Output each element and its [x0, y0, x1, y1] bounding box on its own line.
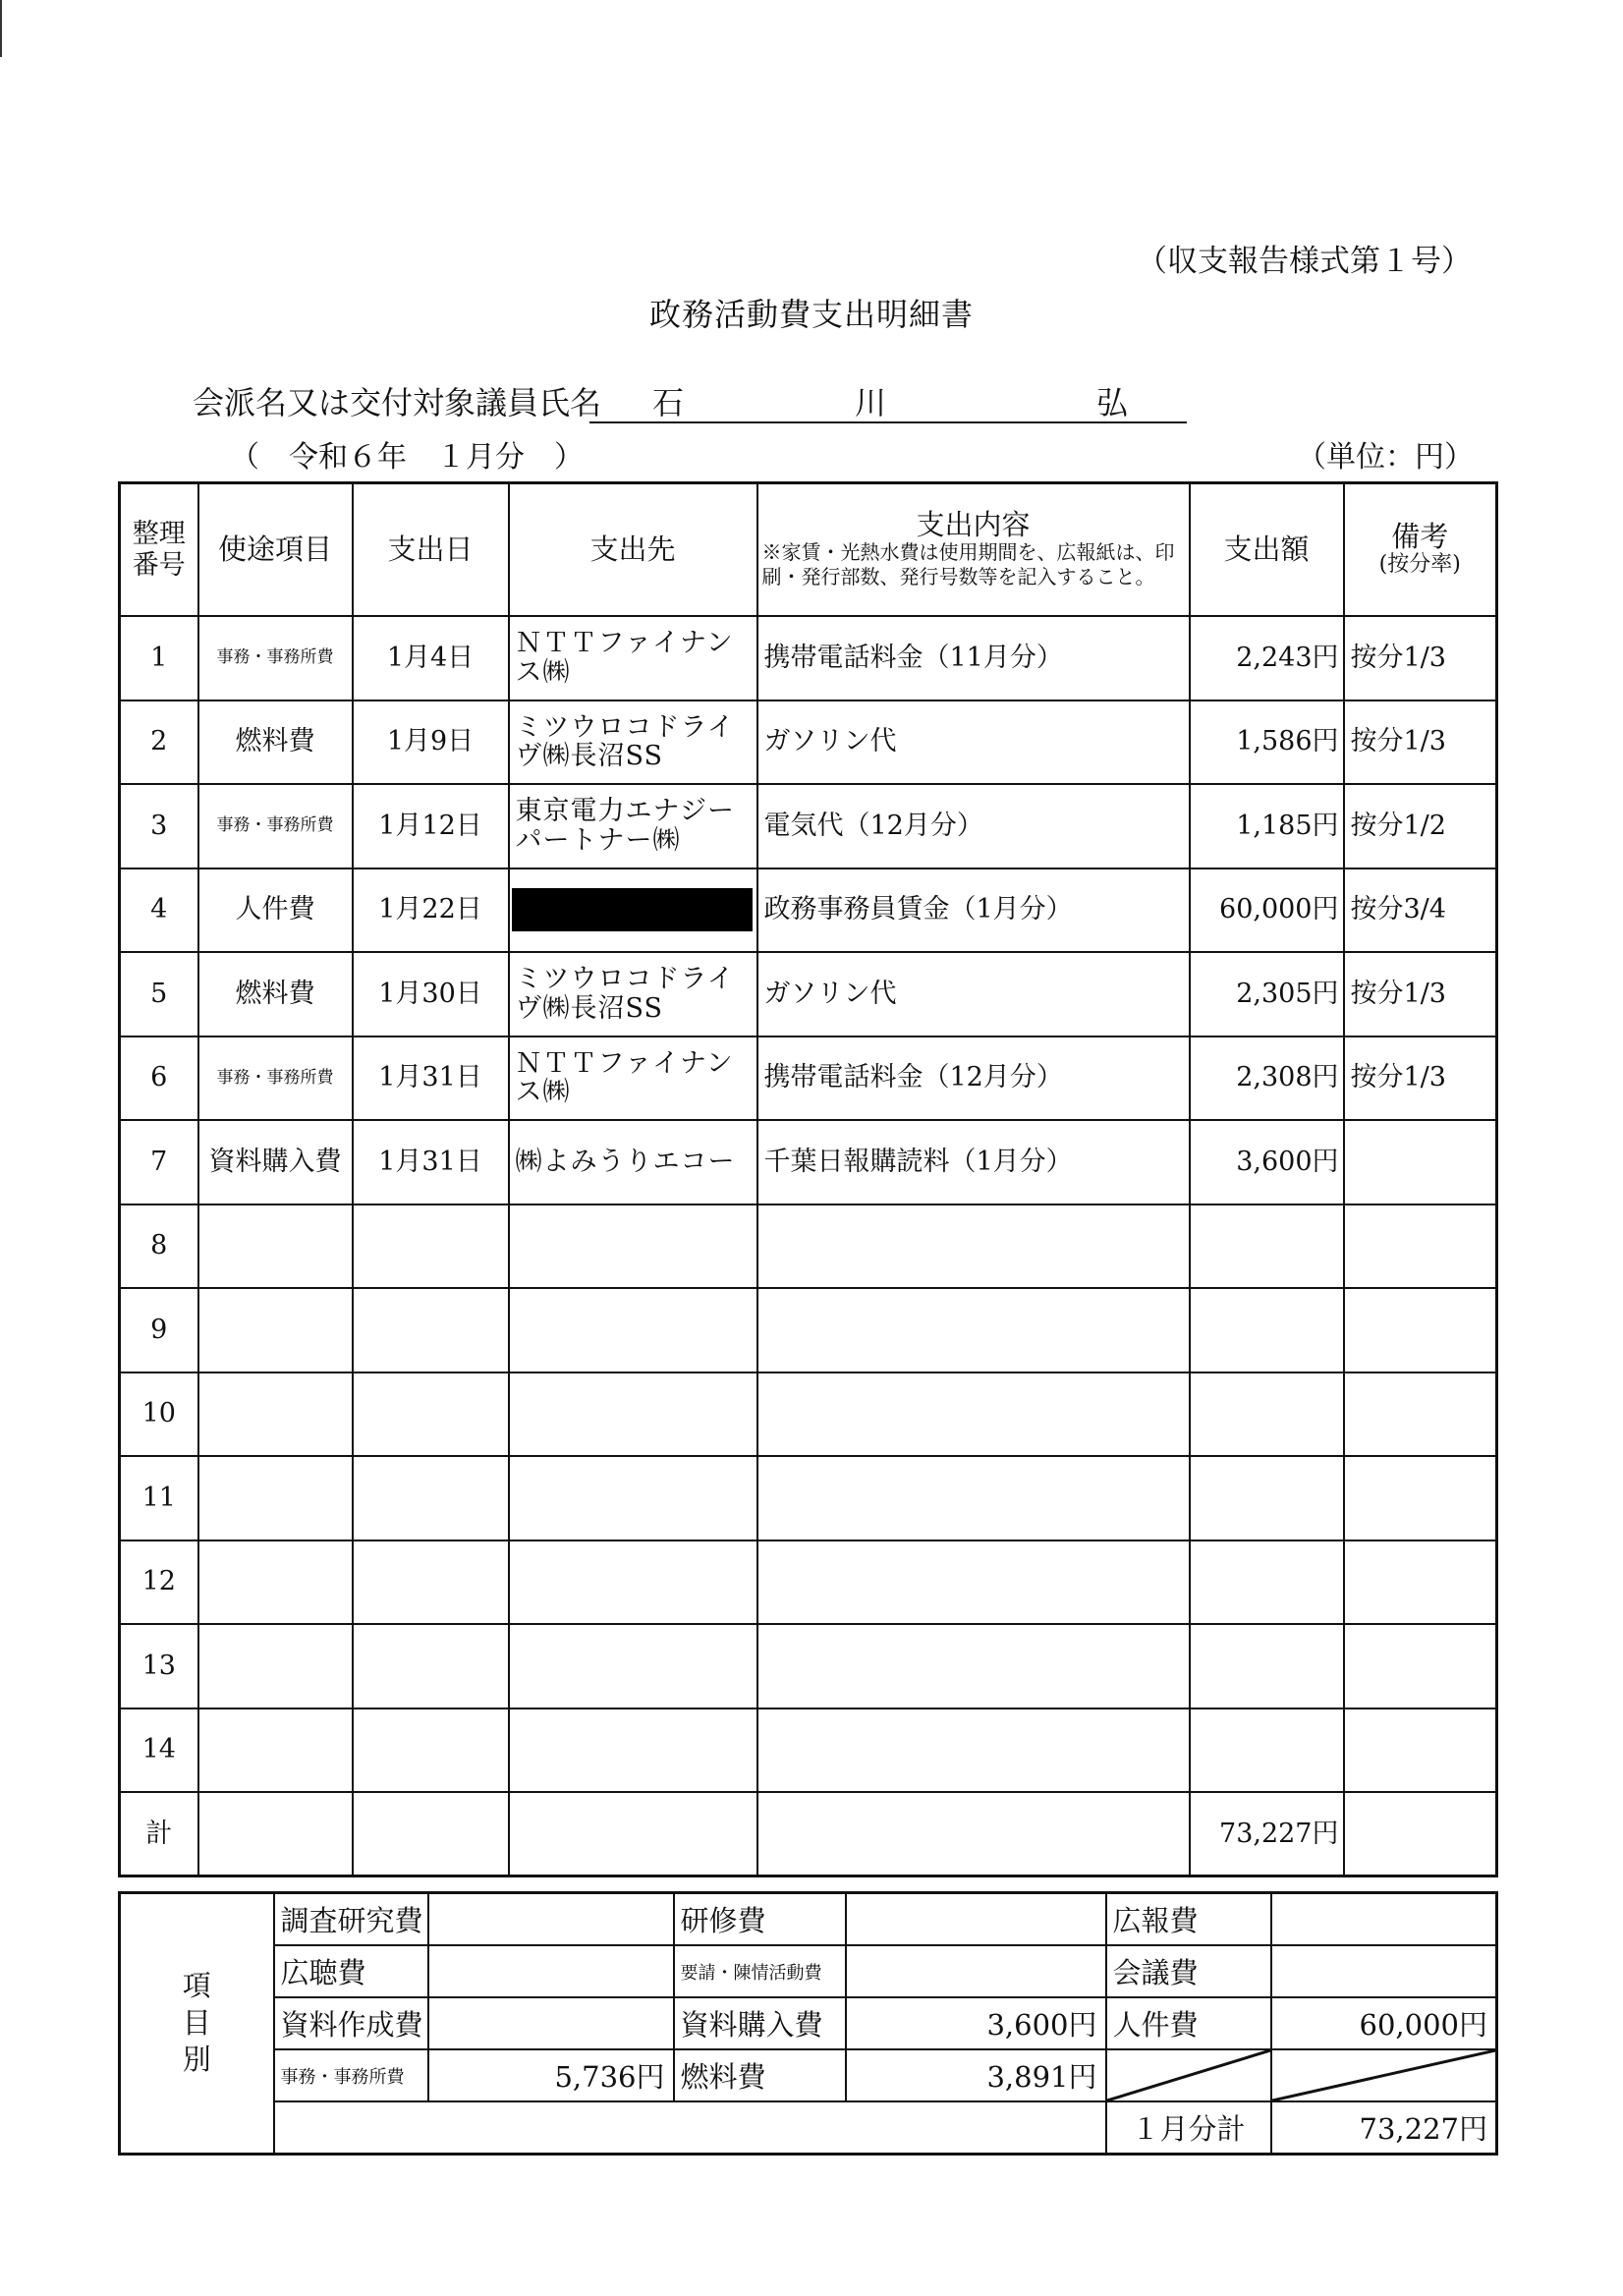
row-amount	[1190, 1372, 1344, 1457]
table-row	[120, 1540, 1497, 1625]
row-amount: 1,185円	[1190, 784, 1344, 868]
row-date: 1月9日	[353, 700, 509, 785]
table-row	[120, 1120, 1497, 1204]
row-no: 11	[120, 1456, 198, 1540]
scan-edge-mark	[0, 0, 2, 57]
row-payee: ＮＴＴファイナンス㈱	[509, 616, 757, 700]
header-remarks	[1344, 483, 1497, 617]
summary-blank-diagonal	[1271, 2049, 1497, 2101]
row-remarks: 按分3/4	[1344, 868, 1497, 953]
row-amount	[1190, 1540, 1344, 1625]
row-amount	[1190, 1624, 1344, 1708]
row-category: 人件費	[198, 868, 353, 953]
summary-value-personnel: 60,000円	[1271, 1997, 1497, 2049]
row-no: 13	[120, 1624, 198, 1708]
row-remarks	[1344, 1120, 1497, 1204]
row-date	[353, 1708, 509, 1793]
row-remarks	[1344, 1204, 1497, 1289]
table-row	[120, 1204, 1497, 1289]
row-description	[757, 1540, 1190, 1625]
summary-value-hearing	[428, 1945, 674, 1997]
row-payee: ミツウロコドライヴ㈱長沼SS	[509, 700, 757, 785]
table-row	[120, 1708, 1497, 1793]
row-category: 燃料費	[198, 952, 353, 1036]
row-description: ガソリン代	[757, 700, 1190, 785]
summary-label-pr: 広報費	[1106, 1893, 1271, 1946]
row-no: 12	[120, 1540, 198, 1625]
row-amount	[1190, 1204, 1344, 1289]
summary-value-pr	[1271, 1893, 1497, 1946]
row-amount: 2,243円	[1190, 616, 1344, 700]
summary-label-petition: 要請・陳情活動費	[674, 1945, 846, 1997]
table-row	[120, 1624, 1497, 1708]
header-payee: 支出先	[509, 483, 757, 617]
report-period: （ 令和６年 １月分 ）	[230, 440, 584, 475]
form-number: （収支報告様式第１号）	[1137, 244, 1472, 279]
month-total-label: １月分計	[1106, 2101, 1271, 2155]
header-no: 整理番号	[120, 483, 198, 617]
header-description	[757, 483, 1190, 617]
summary-value-petition	[846, 1945, 1106, 1997]
row-remarks: 按分1/3	[1344, 700, 1497, 785]
diagonal-strike	[1272, 2050, 1496, 2100]
table-row	[120, 868, 1497, 953]
table-row	[120, 784, 1497, 868]
row-category	[198, 1204, 353, 1289]
row-amount	[1190, 1288, 1344, 1372]
row-remarks	[1344, 1456, 1497, 1540]
row-description	[757, 1372, 1190, 1457]
row-no: 10	[120, 1372, 198, 1457]
header-remarks-title: 備考	[1391, 520, 1449, 554]
summary-value-training	[846, 1893, 1106, 1946]
summary-side-text: 項 目 別	[182, 1968, 211, 2077]
member-name-char: 弘	[1096, 384, 1129, 421]
category-summary-table	[118, 1891, 1498, 2156]
row-description	[757, 1456, 1190, 1540]
row-amount: 60,000円	[1190, 868, 1344, 953]
summary-label-materials-purchase: 資料購入費	[674, 1997, 846, 2049]
row-remarks	[1344, 1624, 1497, 1708]
row-date: 1月31日	[353, 1120, 509, 1204]
row-no: 14	[120, 1708, 198, 1793]
row-remarks: 按分1/3	[1344, 1036, 1497, 1121]
row-amount: 3,600円	[1190, 1120, 1344, 1204]
row-category: 資料購入費	[198, 1120, 353, 1204]
row-date	[353, 1288, 509, 1372]
row-date	[353, 1624, 509, 1708]
member-name-char: 川	[855, 384, 887, 421]
row-description	[757, 1624, 1190, 1708]
row-description: 政務事務員賃金（1月分）	[757, 868, 1190, 953]
row-remarks	[1344, 1372, 1497, 1457]
header-amount: 支出額	[1190, 483, 1344, 617]
row-payee	[509, 1456, 757, 1540]
row-description: 電気代（12月分）	[757, 784, 1190, 868]
table-row	[120, 1372, 1497, 1457]
row-description	[757, 1288, 1190, 1372]
row-date: 1月30日	[353, 952, 509, 1036]
header-date: 支出日	[353, 483, 509, 617]
row-category	[198, 1456, 353, 1540]
row-no: 4	[120, 868, 198, 953]
row-date: 1月4日	[353, 616, 509, 700]
month-total-value: 73,227円	[1271, 2101, 1497, 2155]
summary-label-hearing: 広聴費	[274, 1945, 428, 1997]
summary-label-research: 調査研究費	[274, 1893, 428, 1946]
row-category: 燃料費	[198, 700, 353, 785]
row-payee: ミツウロコドライヴ㈱長沼SS	[509, 952, 757, 1036]
row-payee	[509, 1624, 757, 1708]
table-header-row	[120, 483, 1497, 617]
row-no: 1	[120, 616, 198, 700]
summary-value-fuel: 3,891円	[846, 2049, 1106, 2101]
summary-value-materials-purchase: 3,600円	[846, 1997, 1106, 2049]
row-payee	[509, 1708, 757, 1793]
row-category	[198, 1708, 353, 1793]
document-title: 政務活動費支出明細書	[648, 296, 974, 333]
row-no: 5	[120, 952, 198, 1036]
row-remarks	[1344, 1288, 1497, 1372]
unit-label: （単位：円）	[1297, 440, 1474, 475]
row-description: 携帯電話料金（12月分）	[757, 1036, 1190, 1121]
row-date	[353, 1204, 509, 1289]
row-no: 2	[120, 700, 198, 785]
row-category: 事務・事務所費	[198, 1036, 353, 1121]
row-payee	[509, 868, 757, 953]
summary-label-fuel: 燃料費	[674, 2049, 846, 2101]
row-remarks: 按分1/2	[1344, 784, 1497, 868]
summary-empty-cell	[274, 2101, 1106, 2155]
row-amount: 2,308円	[1190, 1036, 1344, 1121]
row-no: 6	[120, 1036, 198, 1121]
row-category	[198, 1540, 353, 1625]
summary-label-materials-creation: 資料作成費	[274, 1997, 428, 2049]
row-description: 千葉日報購読料（1月分）	[757, 1120, 1190, 1204]
row-date	[353, 1540, 509, 1625]
summary-label-meeting: 会議費	[1106, 1945, 1271, 1997]
row-payee	[509, 1540, 757, 1625]
row-category	[198, 1288, 353, 1372]
member-label: 会派名又は交付対象議員氏名	[193, 384, 602, 421]
header-description-title: 支出内容	[916, 507, 1031, 541]
row-date	[353, 1372, 509, 1457]
table-row	[120, 1456, 1497, 1540]
row-date: 1月12日	[353, 784, 509, 868]
row-remarks: 按分1/3	[1344, 616, 1497, 700]
expenditure-table	[118, 481, 1498, 1877]
total-row	[120, 1792, 1497, 1876]
row-no: 7	[120, 1120, 198, 1204]
total-label: 計	[120, 1792, 198, 1876]
row-date: 1月22日	[353, 868, 509, 953]
row-remarks: 按分1/3	[1344, 952, 1497, 1036]
row-no: 8	[120, 1204, 198, 1289]
row-description	[757, 1204, 1190, 1289]
summary-value-meeting	[1271, 1945, 1497, 1997]
summary-value-materials-creation	[428, 1997, 674, 2049]
row-description: ガソリン代	[757, 952, 1190, 1036]
row-remarks	[1344, 1540, 1497, 1625]
row-no: 9	[120, 1288, 198, 1372]
row-remarks	[1344, 1708, 1497, 1793]
row-category: 事務・事務所費	[198, 784, 353, 868]
row-payee	[509, 1204, 757, 1289]
row-payee	[509, 1372, 757, 1457]
redaction-block	[512, 888, 753, 931]
row-amount	[1190, 1708, 1344, 1793]
table-row	[120, 700, 1497, 785]
summary-side-label	[120, 1893, 274, 2155]
row-payee: ＮＴＴファイナンス㈱	[509, 1036, 757, 1121]
summary-blank-diagonal	[1106, 2049, 1271, 2101]
header-remarks-sub: (按分率)	[1378, 552, 1461, 578]
header-description-note: ※家賃・光熱水費は使用期間を、広報紙は、印刷・発行部数、発行号数等を記入すること。	[761, 540, 1175, 589]
row-category: 事務・事務所費	[198, 616, 353, 700]
row-payee: ㈱よみうりエコー	[509, 1120, 757, 1204]
table-row	[120, 616, 1497, 700]
header-category: 使途項目	[198, 483, 353, 617]
summary-value-research	[428, 1893, 674, 1946]
table-row	[120, 1036, 1497, 1121]
row-no: 3	[120, 784, 198, 868]
member-name-line	[589, 378, 1187, 423]
row-description	[757, 1708, 1190, 1793]
row-amount	[1190, 1456, 1344, 1540]
row-payee: 東京電力エナジーパートナー㈱	[509, 784, 757, 868]
summary-label-office: 事務・事務所費	[274, 2049, 428, 2101]
diagonal-strike	[1107, 2050, 1270, 2100]
table-row	[120, 1288, 1497, 1372]
row-amount: 1,586円	[1190, 700, 1344, 785]
total-amount: 73,227円	[1190, 1792, 1344, 1876]
summary-label-training: 研修費	[674, 1893, 846, 1946]
summary-value-office: 5,736円	[428, 2049, 674, 2101]
row-payee	[509, 1288, 757, 1372]
row-description: 携帯電話料金（11月分）	[757, 616, 1190, 700]
row-date	[353, 1456, 509, 1540]
summary-label-personnel: 人件費	[1106, 1997, 1271, 2049]
row-category	[198, 1624, 353, 1708]
row-date: 1月31日	[353, 1036, 509, 1121]
row-category	[198, 1372, 353, 1457]
table-row	[120, 952, 1497, 1036]
row-amount: 2,305円	[1190, 952, 1344, 1036]
member-name-char: 石	[652, 384, 685, 421]
